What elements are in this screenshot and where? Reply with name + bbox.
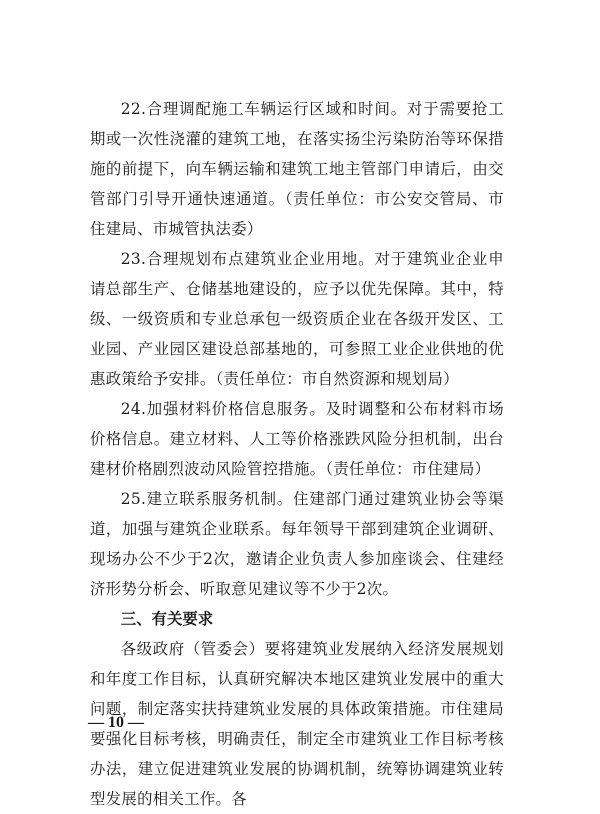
document-body — [90, 94, 504, 814]
paragraph-requirements: 各级政府（管委会）要将建筑业发展纳入经济发展规划和年度工作目标，认真研究解决本地区建筑业发展中的重大问题，制定落实扶持建筑业发展的具体政策措施。市住建局要强化目标考核，明确责任，制定全市建筑业工作目标考核办法，建立促进建筑业发展的协调机制，统筹协调建筑业转型发展的相关工作。各 — [90, 640, 504, 808]
paragraph-item-25: 25.建立联系服务机制。住建部门通过建筑业协会等渠道，加强与建筑企业联系。每年领导干部到建筑企业调研、现场办公不少于2次，邀请企业负责人参加座谈会、住建经济形势分析会、听取意见建议等不少于2次。 — [90, 490, 504, 598]
page-number: — 10 — — [88, 714, 144, 731]
paragraph-item-23: 23.合理规划布点建筑业企业用地。对于建筑业企业申请总部生产、仓储基地建设的，应予以优先保障。其中，特级、一级资质和专业总承包一级资质企业在各级开发区、工业园、产业园区建设总部基地的，可参照工业企业供地的优惠政策给予安排。（责任单位：市自然资源和规划局） — [90, 250, 504, 388]
paragraph-item-22: 22.合理调配施工车辆运行区域和时间。对于需要抢工期或一次性浇灌的建筑工地，在落实扬尘污染防治等环保措施的前提下，向车辆运输和建筑工地主管部门申请后，由交管部门引导开通快速通道。（责任单位：市公安交管局、市住建局、市城管执法委） — [90, 100, 504, 238]
paragraph-item-24: 24.加强材料价格信息服务。及时调整和公布材料市场价格信息。建立材料、人工等价格涨跌风险分担机制，出台建材价格剧烈波动风险管控措施。（责任单位：市住建局） — [90, 400, 504, 478]
section-heading: 三、有关要求 — [120, 610, 214, 628]
